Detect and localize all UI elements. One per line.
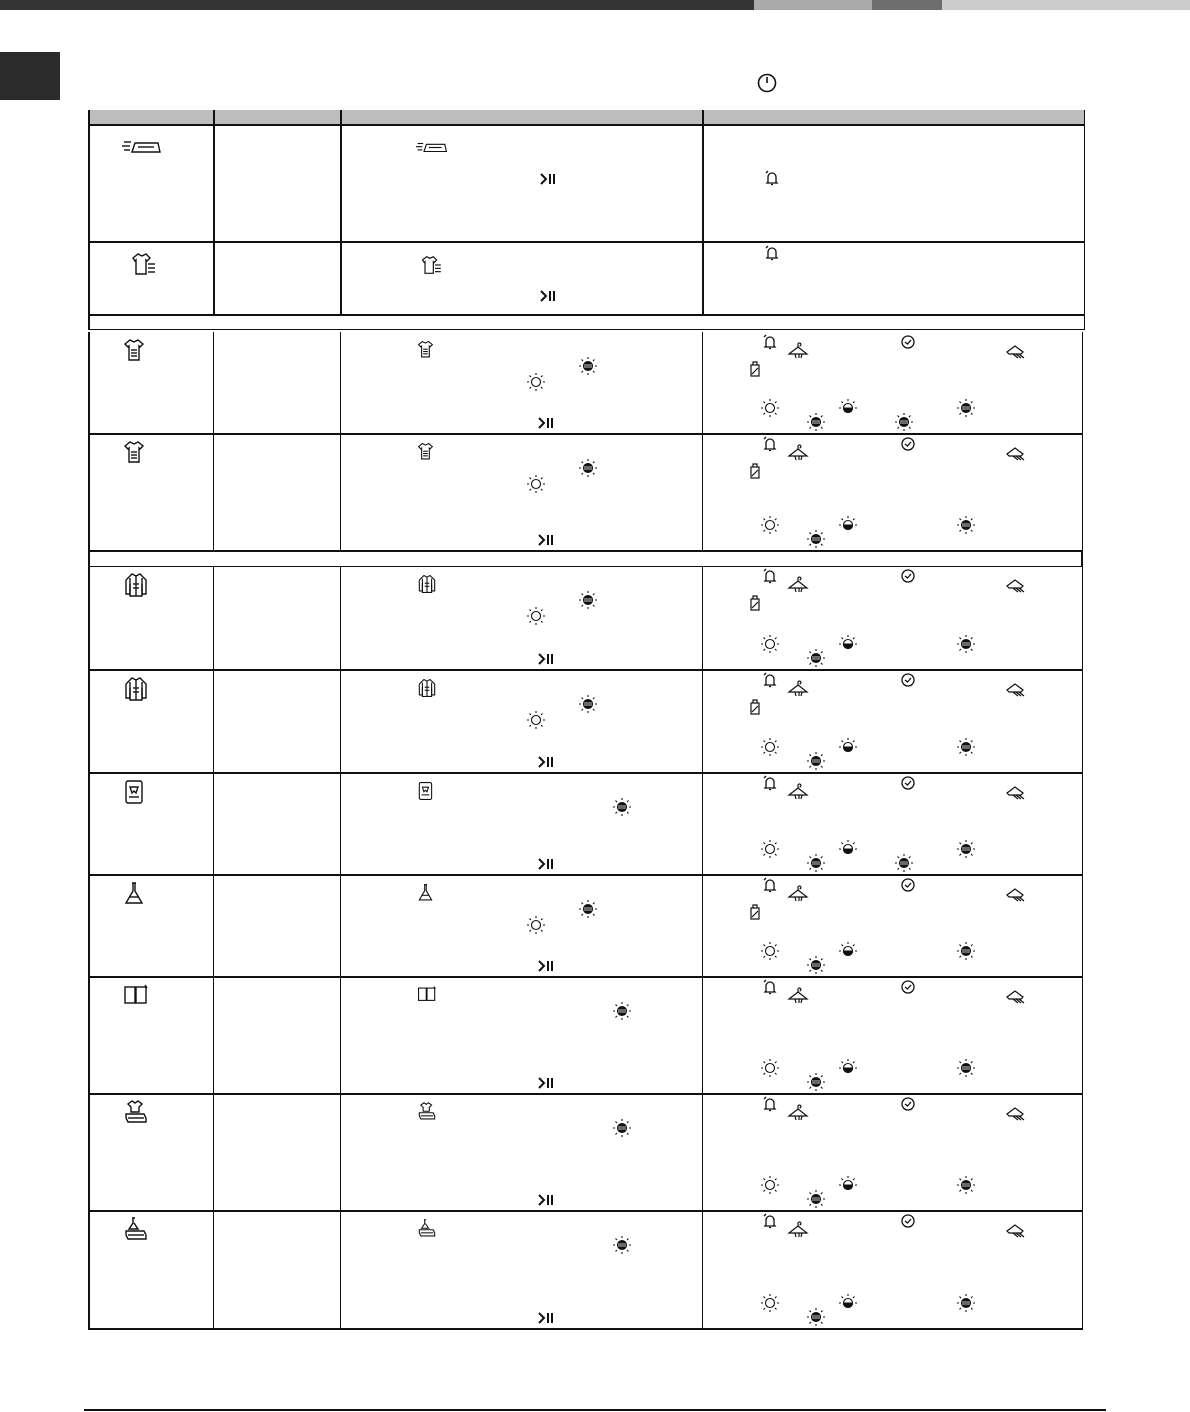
sun-dark-icon — [612, 797, 632, 817]
table-rule — [702, 1211, 703, 1329]
table-rule — [213, 773, 214, 875]
sun-half-icon — [838, 839, 858, 859]
start-pause-icon — [538, 1076, 554, 1090]
table-rule — [88, 434, 90, 551]
table-rule — [1082, 875, 1083, 977]
table-rule — [213, 434, 214, 551]
delicate-icon — [1004, 444, 1026, 462]
shirt-stack-icon — [416, 1102, 438, 1122]
sun-dark-icon — [578, 899, 598, 919]
program-table — [88, 110, 1085, 330]
footer-rule — [84, 1409, 1106, 1411]
sun-light-icon — [760, 1058, 780, 1078]
sun-light-icon — [526, 710, 546, 730]
iron-icon — [122, 138, 162, 156]
table-rule — [340, 670, 341, 773]
table-rule — [702, 875, 703, 977]
sun-half-icon — [838, 1058, 858, 1078]
sun-half-icon — [838, 634, 858, 654]
sun-dark-icon — [806, 955, 826, 975]
delicate-icon — [1004, 342, 1026, 360]
table-rule — [340, 1094, 341, 1211]
timer-icon — [900, 775, 916, 791]
table-rule — [88, 551, 90, 567]
header-cell-load — [214, 110, 341, 125]
sun-light-icon — [526, 915, 546, 935]
alarm-bell-icon — [762, 877, 778, 893]
load-cell — [214, 242, 341, 315]
delicate-icon — [1004, 1104, 1026, 1122]
sun-dark-icon — [806, 648, 826, 668]
shirt-icon — [416, 340, 438, 360]
start-pause-icon — [540, 172, 556, 186]
iron-icon — [416, 140, 448, 155]
start-pause-icon — [538, 1311, 554, 1325]
start-pause-icon — [538, 755, 554, 769]
sun-half-icon — [838, 941, 858, 961]
hanger-icon — [786, 680, 810, 698]
sun-dark-icon — [578, 458, 598, 478]
sun-dark-icon — [578, 694, 598, 714]
timer-icon — [900, 1213, 916, 1229]
top-bar-segment — [942, 0, 1190, 10]
alarm-bell-icon — [762, 672, 778, 688]
start-pause-icon — [538, 652, 554, 666]
flask-icon — [416, 883, 438, 903]
sun-light-icon — [760, 1175, 780, 1195]
hanger-icon — [786, 1104, 810, 1122]
delicate-icon — [1004, 1221, 1026, 1239]
table-rule — [1081, 551, 1083, 567]
table-rule — [88, 976, 1083, 978]
table-rule — [340, 566, 341, 670]
hanger-icon — [786, 576, 810, 594]
alarm-bell-icon — [764, 245, 780, 261]
table-rule — [213, 670, 214, 773]
sun-light-icon — [760, 398, 780, 418]
bottle-icon — [748, 594, 762, 612]
shirt-steam-icon — [128, 252, 156, 276]
sun-dark-icon — [612, 1001, 632, 1021]
timer-icon — [900, 334, 916, 350]
sun-dark-icon — [956, 839, 976, 859]
hanger-icon — [786, 342, 810, 360]
alarm-bell-icon — [762, 1096, 778, 1112]
bag-icon — [416, 781, 438, 801]
table-rule — [702, 977, 703, 1094]
table-rule — [88, 566, 1083, 567]
alarm-bell-icon — [764, 170, 780, 186]
shirt-stack-icon — [122, 1100, 150, 1126]
table-rule — [702, 670, 703, 773]
table-rule — [340, 332, 341, 434]
hanger-icon — [786, 1221, 810, 1239]
bag-icon — [122, 779, 150, 805]
hanger-icon — [786, 987, 810, 1005]
top-color-bar — [0, 0, 1190, 10]
table-rule — [1082, 773, 1083, 875]
sun-half-icon — [838, 1293, 858, 1313]
sun-dark-icon — [806, 1189, 826, 1209]
bottle-icon — [748, 698, 762, 716]
table-rule — [702, 434, 703, 551]
jacket-icon — [122, 676, 150, 702]
table-rule — [88, 670, 90, 773]
table-rule — [702, 332, 703, 434]
delicate-icon — [1004, 680, 1026, 698]
timer-icon — [900, 1096, 916, 1112]
delicate-icon — [1004, 576, 1026, 594]
hanger-icon — [786, 444, 810, 462]
sun-dark-icon — [956, 1175, 976, 1195]
table-rule — [88, 772, 1083, 774]
top-bar-segment — [872, 0, 942, 10]
sun-light-icon — [760, 634, 780, 654]
header-cell-notes — [703, 110, 1084, 125]
table-rule — [88, 1328, 1083, 1330]
table-rule — [1082, 1211, 1083, 1329]
start-pause-icon — [538, 857, 554, 871]
power-icon — [757, 73, 777, 93]
sun-dark-icon — [956, 1293, 976, 1313]
sun-dark-icon — [956, 1058, 976, 1078]
shirt-icon — [416, 442, 438, 462]
table-rule — [213, 566, 214, 670]
sun-dark-icon — [806, 412, 826, 432]
sun-half-icon — [838, 737, 858, 757]
table-rule — [88, 332, 90, 434]
towels-icon — [416, 985, 438, 1005]
top-bar-segment — [754, 0, 872, 10]
sun-dark-icon — [612, 1235, 632, 1255]
table-rule — [88, 875, 90, 977]
program-cell — [89, 242, 214, 315]
sun-light-icon — [760, 1293, 780, 1313]
sun-dark-icon — [806, 1307, 826, 1327]
table-rule — [340, 875, 341, 977]
table-rule — [88, 566, 90, 670]
table-rule — [1082, 332, 1083, 434]
timer-icon — [900, 568, 916, 584]
sun-light-icon — [526, 372, 546, 392]
hanger-icon — [786, 783, 810, 801]
program-cell — [89, 125, 214, 242]
table-rule — [702, 773, 703, 875]
sun-dark-icon — [806, 1072, 826, 1092]
table-rule — [1082, 434, 1083, 551]
table-rule — [88, 669, 1083, 671]
jacket-icon — [122, 572, 150, 598]
alarm-bell-icon — [762, 568, 778, 584]
table-rule — [1082, 670, 1083, 773]
timer-icon — [900, 436, 916, 452]
table-rule — [88, 433, 1083, 435]
table-header-row — [89, 110, 1084, 125]
timer-icon — [900, 672, 916, 688]
bottle-icon — [748, 462, 762, 480]
sun-dark-icon — [578, 590, 598, 610]
table-rule — [213, 977, 214, 1094]
notes-cell — [703, 125, 1084, 242]
sun-half-icon — [838, 1175, 858, 1195]
table-rule — [88, 550, 1083, 552]
sun-dark-icon — [956, 398, 976, 418]
table-rule — [213, 1211, 214, 1329]
table-rule — [88, 1094, 90, 1211]
start-pause-icon — [538, 959, 554, 973]
table-rule — [702, 566, 703, 670]
table-rule — [88, 1210, 1083, 1212]
timer-icon — [900, 877, 916, 893]
table-rule — [1082, 1094, 1083, 1211]
alarm-bell-icon — [762, 436, 778, 452]
delicate-icon — [1004, 987, 1026, 1005]
start-pause-icon — [540, 289, 556, 303]
table-row — [89, 125, 1084, 242]
table-rule — [88, 977, 90, 1094]
shirt-steam-icon — [418, 255, 442, 275]
table-rule — [213, 1094, 214, 1211]
sun-light-icon — [760, 839, 780, 859]
sun-dark-icon — [956, 634, 976, 654]
flask-stack-icon — [416, 1219, 438, 1239]
table-rule — [88, 1211, 90, 1329]
alarm-bell-icon — [762, 979, 778, 995]
table-rule — [88, 1093, 1083, 1095]
sun-dark-icon — [894, 853, 914, 873]
table-rule — [340, 977, 341, 1094]
sun-light-icon — [760, 515, 780, 535]
alarm-bell-icon — [762, 775, 778, 791]
jacket-icon — [416, 574, 438, 594]
header-cell-program — [89, 110, 214, 125]
sun-dark-icon — [806, 853, 826, 873]
sun-light-icon — [760, 941, 780, 961]
sun-light-icon — [526, 474, 546, 494]
sun-half-icon — [838, 515, 858, 535]
table-row — [89, 242, 1084, 315]
operation-cell — [341, 125, 703, 242]
flask-icon — [122, 881, 150, 907]
section-separator — [89, 315, 1084, 330]
table-rule — [702, 1094, 703, 1211]
sun-dark-icon — [578, 356, 598, 376]
sun-half-icon — [838, 398, 858, 418]
sun-light-icon — [526, 606, 546, 626]
table-rule — [340, 434, 341, 551]
table-rule — [1082, 977, 1083, 1094]
notes-cell — [703, 242, 1084, 315]
operation-cell — [341, 242, 703, 315]
towels-icon — [122, 983, 150, 1009]
sun-dark-icon — [956, 515, 976, 535]
shirt-icon — [122, 440, 150, 466]
sun-light-icon — [760, 737, 780, 757]
table-rule — [213, 332, 214, 434]
bottle-icon — [748, 903, 762, 921]
start-pause-icon — [538, 416, 554, 430]
flask-stack-icon — [122, 1217, 150, 1243]
jacket-icon — [416, 678, 438, 698]
sun-dark-icon — [806, 529, 826, 549]
table-rule — [88, 874, 1083, 876]
start-pause-icon — [538, 1193, 554, 1207]
side-language-tab — [0, 52, 60, 100]
alarm-bell-icon — [762, 334, 778, 350]
bottle-icon — [748, 360, 762, 378]
sun-dark-icon — [894, 412, 914, 432]
header-cell-operation — [341, 110, 703, 125]
timer-icon — [900, 979, 916, 995]
delicate-icon — [1004, 885, 1026, 903]
start-pause-icon — [538, 533, 554, 547]
hanger-icon — [786, 885, 810, 903]
shirt-icon — [122, 338, 150, 364]
table-rule — [88, 773, 90, 875]
sun-dark-icon — [612, 1118, 632, 1138]
top-bar-segment — [0, 0, 754, 10]
sun-dark-icon — [956, 941, 976, 961]
table-rule — [340, 773, 341, 875]
sun-dark-icon — [806, 751, 826, 771]
alarm-bell-icon — [762, 1213, 778, 1229]
table-rule — [1082, 566, 1083, 670]
load-cell — [214, 125, 341, 242]
table-rule — [213, 875, 214, 977]
delicate-icon — [1004, 783, 1026, 801]
separator-cell — [89, 315, 1084, 330]
sun-dark-icon — [956, 737, 976, 757]
table-rule — [340, 1211, 341, 1329]
